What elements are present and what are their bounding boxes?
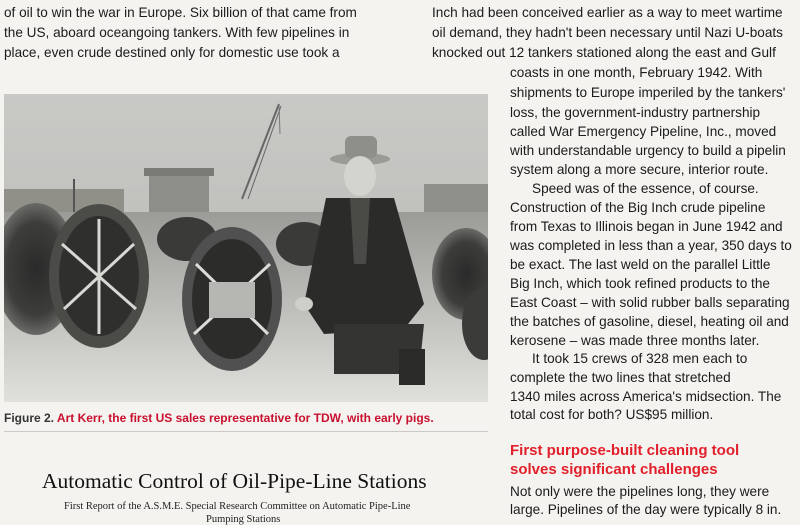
- figure-caption-text: Art Kerr, the first US sales representative for TDW, with early pigs.: [56, 411, 434, 425]
- body-text-line: It took 15 crews of 328 men each to: [532, 351, 748, 366]
- report-subtitle-continued: Pumping Stations: [206, 514, 281, 525]
- body-text-line: shipments to Europe imperiled by the tankers': [510, 85, 786, 100]
- body-text-line: oil demand, they hadn't been necessary until Nazi U-boats: [432, 25, 783, 40]
- body-text-line: Not only were the pipelines long, they were: [510, 484, 770, 499]
- body-text-line: coasts in one month, February 1942. With: [510, 65, 763, 80]
- body-text-line: 1340 miles across America's midsection. The: [510, 389, 782, 404]
- body-text-line: loss, the government-industry partnership: [510, 105, 761, 120]
- body-text-line: East Coast – with solid rubber balls separating: [510, 295, 790, 310]
- body-text-line: was completed in less than a year, 350 days to: [510, 238, 792, 253]
- body-text-line: Big Inch, which took refined products to the: [510, 276, 770, 291]
- figure-label: Figure 2.: [4, 411, 55, 425]
- section-heading: First purpose-built cleaning tool: [510, 442, 740, 459]
- divider: [4, 431, 488, 432]
- body-text-line: the US, aboard oceangoing tankers. With few pipelines in: [4, 25, 350, 40]
- body-text-line: Inch had been conceived earlier as a way to meet wartime: [432, 5, 783, 20]
- body-text-line: complete the two lines that stretched: [510, 370, 731, 385]
- body-text-line: system along a more secure, interior route.: [510, 162, 769, 177]
- body-text-line: place, even crude destined only for domestic use took a: [4, 45, 340, 60]
- historic-photo: [4, 94, 488, 402]
- body-text-line: kerosene – was made three months later.: [510, 333, 760, 348]
- figure-caption: [4, 411, 488, 425]
- body-text-line: Speed was of the essence, of course.: [532, 181, 759, 196]
- body-text-line: from Texas to Illinois began in June 1942 and: [510, 219, 783, 234]
- report-title: Automatic Control of Oil-Pipe-Line Stations: [42, 469, 427, 493]
- body-text-line: be exact. The last weld on the parallel Little: [510, 257, 771, 272]
- body-text-line: knocked out 12 tankers stationed along the east and Gulf: [432, 45, 776, 60]
- body-text-line: large. Pipelines of the day were typically 8 in.: [510, 502, 782, 517]
- body-text-line: the batches of gasoline, diesel, heating oil and: [510, 314, 789, 329]
- body-text-line: Construction of the Big Inch crude pipeline: [510, 200, 766, 215]
- body-text-line: of oil to win the war in Europe. Six billion of that came from: [4, 5, 357, 20]
- body-text-line: with understandable urgency to build a pipelin: [510, 143, 786, 158]
- body-text-line: total cost for both? US$95 million.: [510, 407, 714, 422]
- body-text-line: called War Emergency Pipeline, Inc., moved: [510, 124, 777, 139]
- report-subtitle: First Report of the A.S.M.E. Special Research Committee on Automatic Pipe-Line: [64, 501, 411, 512]
- section-heading: solves significant challenges: [510, 461, 718, 478]
